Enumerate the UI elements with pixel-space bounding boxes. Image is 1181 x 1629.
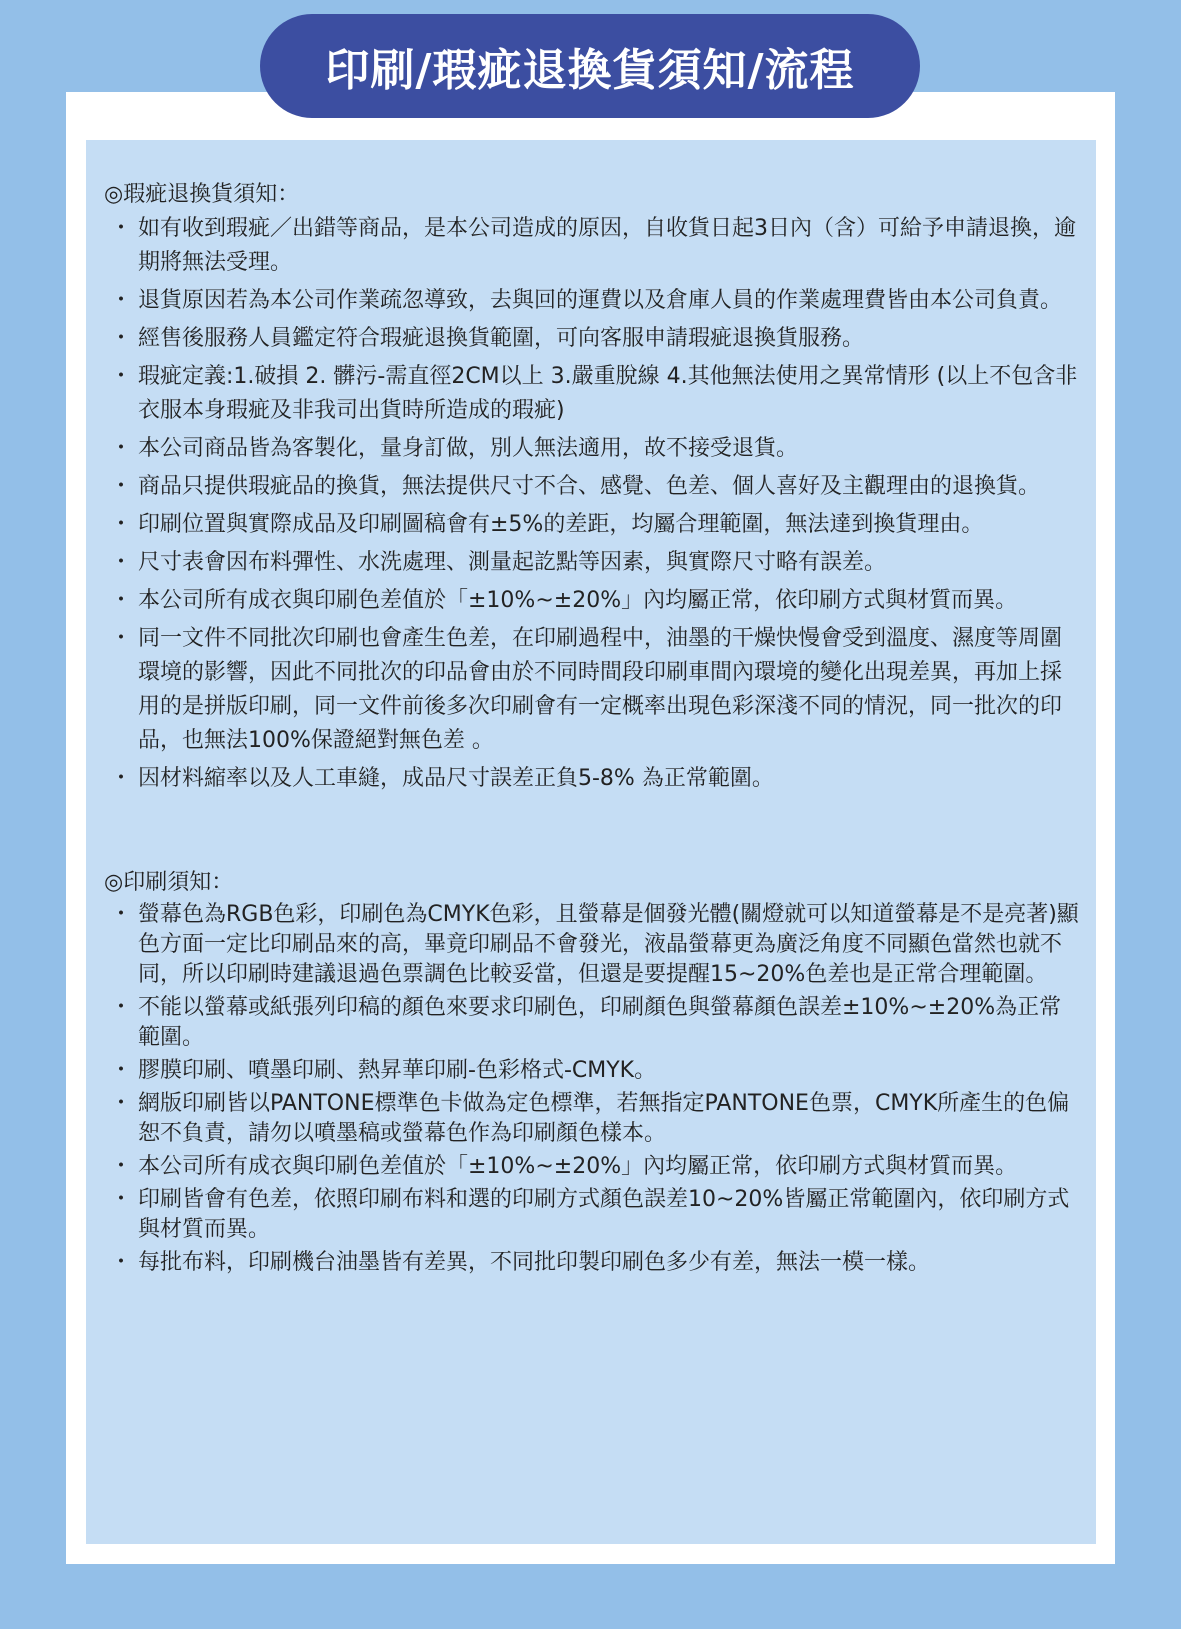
print-section-heading: ◎印刷須知： — [104, 870, 234, 895]
bullet: ・ — [110, 216, 133, 241]
bullet: ・ — [110, 1154, 133, 1179]
bullet: ・ — [110, 288, 133, 313]
bullet: ・ — [110, 436, 133, 461]
bullet: ・ — [110, 1187, 133, 1212]
list-item — [100, 360, 1082, 428]
list-item-text: 膠膜印刷、噴墨印刷、熱昇華印刷-色彩格式-CMYK。 — [138, 1058, 657, 1083]
bullet: ・ — [110, 364, 133, 389]
list-item — [100, 546, 1082, 580]
list-item — [100, 432, 1082, 466]
bullet: ・ — [110, 1250, 133, 1275]
list-item-text: 瑕疵定義:1.破損 2. 髒污-需直徑2CM以上 3.嚴重脫線 4.其他無法使用之異常情形 (以上不包含非衣服本身瑕疵及非我司出貨時所造成的瑕疵) — [138, 364, 1078, 423]
list-item — [100, 1185, 1082, 1245]
list-item-text: 本公司所有成衣與印刷色差值於「±10%~±20%」內均屬正常，依印刷方式與材質而異。 — [138, 588, 1018, 613]
list-item — [100, 622, 1082, 758]
bullet: ・ — [110, 995, 133, 1020]
notice-panel — [86, 140, 1096, 1544]
list-item — [100, 900, 1082, 990]
bullet: ・ — [110, 512, 133, 537]
page-title: 印刷/瑕疵退換貨須知/流程 — [260, 14, 920, 118]
list-item — [100, 762, 1082, 796]
bullet: ・ — [110, 550, 133, 575]
list-item — [100, 508, 1082, 542]
list-item-text: 商品只提供瑕疵品的換貨，無法提供尺寸不合、感覺、色差、個人喜好及主觀理由的退換貨。 — [138, 474, 1041, 499]
list-item-text: 螢幕色為RGB色彩，印刷色為CMYK色彩，且螢幕是個發光體(關燈就可以知道螢幕是不是亮著)顯色方面一定比印刷品來的高，畢竟印刷品不會發光，液晶螢幕更為廣泛角度不同顯色當然也就不同，所以印刷時建議退過色票調色比較妥當，但還是要提醒15~20%色差也是正常合理範圍。 — [138, 902, 1079, 987]
list-item — [100, 470, 1082, 504]
bullet: ・ — [110, 626, 133, 651]
list-item-text: 每批布料，印刷機台油墨皆有差異，不同批印製印刷色多少有差，無法一模一樣。 — [138, 1250, 931, 1275]
bullet: ・ — [110, 1091, 133, 1116]
list-item-text: 本公司所有成衣與印刷色差值於「±10%~±20%」內均屬正常，依印刷方式與材質而異。 — [138, 1154, 1018, 1179]
bullet: ・ — [110, 902, 133, 927]
list-item — [100, 1089, 1082, 1149]
list-item — [100, 212, 1082, 280]
list-item-text: 印刷位置與實際成品及印刷圖稿會有±5%的差距，均屬合理範圍，無法達到換貨理由。 — [138, 512, 984, 537]
defect-list — [100, 212, 1082, 796]
list-item-text: 退貨原因若為本公司作業疏忽導致，去與回的運費以及倉庫人員的作業處理費皆由本公司負責。 — [138, 288, 1063, 313]
bullet: ・ — [110, 1058, 133, 1083]
bullet: ・ — [110, 326, 133, 351]
list-item-text: 經售後服務人員鑑定符合瑕疵退換貨範圍，可向客服申請瑕疵退換貨服務。 — [138, 326, 865, 351]
list-item — [100, 1152, 1082, 1182]
list-item-text: 不能以螢幕或紙張列印稿的顏色來要求印刷色，印刷顏色與螢幕顏色誤差±10%~±20%為正常範圍。 — [138, 995, 1062, 1050]
list-item-text: 尺寸表會因布料彈性、水洗處理、測量起訖點等因素，與實際尺寸略有誤差。 — [138, 550, 887, 575]
list-item — [100, 993, 1082, 1053]
list-item — [100, 322, 1082, 356]
list-item-text: 因材料縮率以及人工車縫，成品尺寸誤差正負5-8% 為正常範圍。 — [138, 766, 774, 791]
list-item-text: 同一文件不同批次印刷也會產生色差，在印刷過程中，油墨的干燥快慢會受到溫度、濕度等周圍環境的影響，因此不同批次的印品會由於不同時間段印刷車間內環境的變化出現差異，再加上採用的是拼版印刷，同一文件前後多次印刷會有一定概率出現色彩深淺不同的情況，同一批次的印品，也無法100%保證絕對無色差 。 — [138, 626, 1063, 753]
list-item-text: 本公司商品皆為客製化，量身訂做，別人無法適用，故不接受退貨。 — [138, 436, 799, 461]
print-list — [100, 900, 1082, 1278]
bullet: ・ — [110, 766, 133, 791]
list-item-text: 如有收到瑕疵／出錯等商品，是本公司造成的原因，自收貨日起3日內（含）可給予申請退換，逾期將無法受理。 — [138, 216, 1077, 275]
list-item — [100, 284, 1082, 318]
bullet: ・ — [110, 588, 133, 613]
defect-section-heading: ◎瑕疵退換貨須知： — [104, 182, 300, 207]
list-item — [100, 1056, 1082, 1086]
list-item-text: 印刷皆會有色差，依照印刷布料和選的印刷方式顏色誤差10~20%皆屬正常範圍內，依印刷方式與材質而異。 — [138, 1187, 1070, 1242]
list-item-text: 網版印刷皆以PANTONE標準色卡做為定色標準，若無指定PANTONE色票，CMYK所產生的色偏恕不負責，請勿以噴墨稿或螢幕色作為印刷顏色樣本。 — [138, 1091, 1070, 1146]
list-item — [100, 584, 1082, 618]
list-item — [100, 1248, 1082, 1278]
bullet: ・ — [110, 474, 133, 499]
